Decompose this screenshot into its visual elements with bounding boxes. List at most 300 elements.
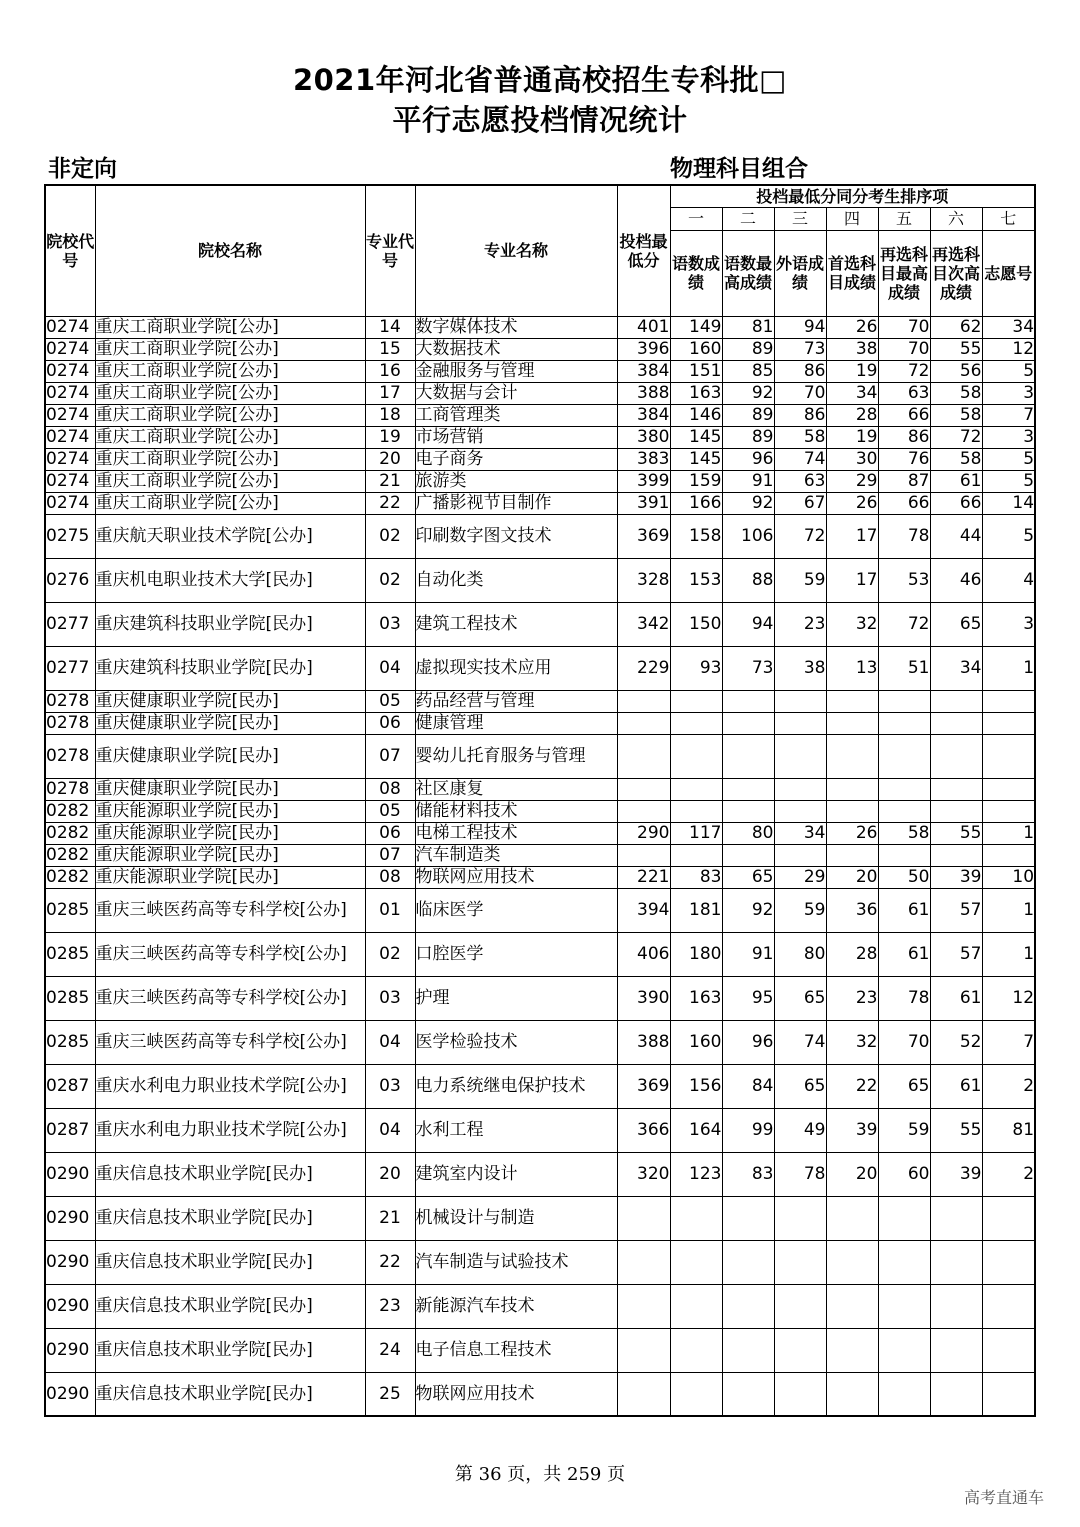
sort-7-cell: 1	[982, 646, 1035, 690]
major-name-cell: 医学检验技术	[415, 1020, 617, 1064]
header-sort-item: 志愿号	[982, 230, 1035, 316]
table-row	[45, 1020, 1035, 1064]
sort-1-cell	[670, 1284, 722, 1328]
school-name-cell: 重庆工商职业学院[公办]	[95, 338, 365, 360]
sort-7-cell	[982, 1240, 1035, 1284]
sort-5-cell: 53	[878, 558, 930, 602]
sort-2-cell: 81	[722, 316, 774, 338]
sort-3-cell: 63	[774, 470, 826, 492]
min-score-cell	[617, 690, 670, 712]
sort-4-cell: 19	[826, 426, 878, 448]
sort-4-cell	[826, 1328, 878, 1372]
major-code-cell: 08	[365, 866, 415, 888]
sort-5-cell	[878, 1284, 930, 1328]
major-name-cell: 工商管理类	[415, 404, 617, 426]
sort-4-cell: 32	[826, 602, 878, 646]
sort-2-cell	[722, 690, 774, 712]
table-row	[45, 646, 1035, 690]
major-name-cell: 自动化类	[415, 558, 617, 602]
school-name-cell: 重庆信息技术职业学院[民办]	[95, 1196, 365, 1240]
table-row	[45, 1196, 1035, 1240]
min-score-cell	[617, 1328, 670, 1372]
school-name-cell: 重庆信息技术职业学院[民办]	[95, 1284, 365, 1328]
school-name-cell: 重庆机电职业技术大学[民办]	[95, 558, 365, 602]
header-school-code: 院校代号	[45, 185, 95, 316]
sort-1-cell	[670, 800, 722, 822]
sort-4-cell	[826, 1284, 878, 1328]
sort-2-cell	[722, 844, 774, 866]
header-min-score: 投档最低分	[617, 185, 670, 316]
sort-5-cell	[878, 778, 930, 800]
sort-1-cell: 163	[670, 382, 722, 404]
table-row	[45, 1328, 1035, 1372]
header-sort-item: 语数成绩	[670, 230, 722, 316]
school-code-cell: 0290	[45, 1196, 95, 1240]
major-name-cell: 电力系统继电保护技术	[415, 1064, 617, 1108]
sort-2-cell	[722, 1284, 774, 1328]
sort-7-cell: 34	[982, 316, 1035, 338]
sort-2-cell: 91	[722, 932, 774, 976]
sort-2-cell: 99	[722, 1108, 774, 1152]
table-row	[45, 844, 1035, 866]
school-code-cell: 0282	[45, 844, 95, 866]
sort-5-cell: 70	[878, 316, 930, 338]
sort-7-cell: 3	[982, 426, 1035, 448]
min-score-cell: 399	[617, 470, 670, 492]
sort-6-cell: 58	[930, 448, 982, 470]
category-label-left: 非定向	[48, 156, 117, 182]
category-label-right: 物理科目组合	[670, 156, 808, 182]
header-sort-group: 投档最低分同分考生排序项	[670, 185, 1035, 207]
sort-6-cell: 55	[930, 338, 982, 360]
sort-3-cell: 74	[774, 448, 826, 470]
sort-2-cell: 65	[722, 866, 774, 888]
major-code-cell: 06	[365, 822, 415, 844]
sort-2-cell: 89	[722, 426, 774, 448]
sort-4-cell: 20	[826, 1152, 878, 1196]
table-row	[45, 448, 1035, 470]
min-score-cell: 396	[617, 338, 670, 360]
header-major-code: 专业代号	[365, 185, 415, 316]
school-code-cell: 0282	[45, 800, 95, 822]
major-code-cell: 25	[365, 1372, 415, 1416]
sort-5-cell	[878, 1196, 930, 1240]
school-code-cell: 0277	[45, 602, 95, 646]
sort-1-cell: 150	[670, 602, 722, 646]
table-row	[45, 382, 1035, 404]
major-code-cell: 02	[365, 514, 415, 558]
sort-5-cell: 72	[878, 602, 930, 646]
sort-5-cell: 58	[878, 822, 930, 844]
sort-5-cell: 87	[878, 470, 930, 492]
sort-4-cell: 36	[826, 888, 878, 932]
school-code-cell: 0290	[45, 1240, 95, 1284]
sort-7-cell: 1	[982, 888, 1035, 932]
school-code-cell: 0274	[45, 316, 95, 338]
sort-1-cell: 159	[670, 470, 722, 492]
major-code-cell: 03	[365, 976, 415, 1020]
sort-4-cell: 39	[826, 1108, 878, 1152]
major-code-cell: 21	[365, 1196, 415, 1240]
major-name-cell: 旅游类	[415, 470, 617, 492]
major-name-cell: 广播影视节目制作	[415, 492, 617, 514]
school-name-cell: 重庆建筑科技职业学院[民办]	[95, 602, 365, 646]
school-name-cell: 重庆三峡医药高等专科学校[公办]	[95, 932, 365, 976]
sort-4-cell: 22	[826, 1064, 878, 1108]
sort-3-cell: 78	[774, 1152, 826, 1196]
sort-6-cell: 62	[930, 316, 982, 338]
table-row	[45, 1064, 1035, 1108]
sort-3-cell: 74	[774, 1020, 826, 1064]
school-name-cell: 重庆能源职业学院[民办]	[95, 800, 365, 822]
major-name-cell: 婴幼儿托育服务与管理	[415, 734, 617, 778]
min-score-cell: 388	[617, 1020, 670, 1064]
sort-7-cell: 5	[982, 360, 1035, 382]
table-row	[45, 1240, 1035, 1284]
sort-5-cell: 66	[878, 404, 930, 426]
major-code-cell: 04	[365, 1020, 415, 1064]
header-order: 六	[930, 207, 982, 230]
major-code-cell: 04	[365, 646, 415, 690]
sort-2-cell: 83	[722, 1152, 774, 1196]
school-name-cell: 重庆工商职业学院[公办]	[95, 426, 365, 448]
major-name-cell: 社区康复	[415, 778, 617, 800]
table-row	[45, 734, 1035, 778]
sort-1-cell	[670, 1196, 722, 1240]
header-order: 二	[722, 207, 774, 230]
sort-3-cell: 65	[774, 976, 826, 1020]
min-score-cell	[617, 1196, 670, 1240]
sort-4-cell	[826, 1240, 878, 1284]
sort-4-cell: 23	[826, 976, 878, 1020]
sort-1-cell	[670, 844, 722, 866]
sort-4-cell: 26	[826, 492, 878, 514]
major-name-cell: 建筑室内设计	[415, 1152, 617, 1196]
sort-4-cell: 17	[826, 514, 878, 558]
school-code-cell: 0290	[45, 1328, 95, 1372]
major-code-cell: 17	[365, 382, 415, 404]
school-code-cell: 0274	[45, 448, 95, 470]
sort-3-cell	[774, 734, 826, 778]
sort-3-cell: 80	[774, 932, 826, 976]
sort-1-cell: 160	[670, 1020, 722, 1064]
sort-2-cell: 95	[722, 976, 774, 1020]
major-code-cell: 19	[365, 426, 415, 448]
sort-3-cell	[774, 1196, 826, 1240]
major-name-cell: 汽车制造类	[415, 844, 617, 866]
sort-1-cell: 117	[670, 822, 722, 844]
major-code-cell: 21	[365, 470, 415, 492]
table-row	[45, 1152, 1035, 1196]
sort-7-cell: 5	[982, 514, 1035, 558]
school-code-cell: 0285	[45, 888, 95, 932]
table-row	[45, 316, 1035, 338]
table-row	[45, 404, 1035, 426]
major-code-cell: 16	[365, 360, 415, 382]
table-row	[45, 338, 1035, 360]
major-code-cell: 20	[365, 448, 415, 470]
table-row	[45, 800, 1035, 822]
school-name-cell: 重庆三峡医药高等专科学校[公办]	[95, 1020, 365, 1064]
sort-1-cell	[670, 1328, 722, 1372]
sort-3-cell: 59	[774, 888, 826, 932]
sort-2-cell: 89	[722, 404, 774, 426]
sort-3-cell	[774, 1328, 826, 1372]
major-name-cell: 数字媒体技术	[415, 316, 617, 338]
sort-3-cell	[774, 844, 826, 866]
min-score-cell: 380	[617, 426, 670, 448]
header-sort-item: 首选科目成绩	[826, 230, 878, 316]
school-code-cell: 0275	[45, 514, 95, 558]
header-order: 四	[826, 207, 878, 230]
sort-3-cell	[774, 712, 826, 734]
major-code-cell: 20	[365, 1152, 415, 1196]
header-sort-item: 外语成绩	[774, 230, 826, 316]
major-name-cell: 金融服务与管理	[415, 360, 617, 382]
table-row	[45, 470, 1035, 492]
sort-1-cell: 149	[670, 316, 722, 338]
sort-6-cell	[930, 690, 982, 712]
school-code-cell: 0278	[45, 712, 95, 734]
school-code-cell: 0276	[45, 558, 95, 602]
sort-7-cell: 14	[982, 492, 1035, 514]
school-code-cell: 0277	[45, 646, 95, 690]
school-name-cell: 重庆健康职业学院[民办]	[95, 778, 365, 800]
sort-3-cell: 49	[774, 1108, 826, 1152]
min-score-cell: 328	[617, 558, 670, 602]
sort-5-cell: 78	[878, 976, 930, 1020]
sort-2-cell: 92	[722, 492, 774, 514]
sort-4-cell	[826, 1372, 878, 1416]
sort-7-cell: 3	[982, 602, 1035, 646]
table-row	[45, 514, 1035, 558]
min-score-cell	[617, 712, 670, 734]
sort-6-cell: 46	[930, 558, 982, 602]
major-code-cell: 14	[365, 316, 415, 338]
school-name-cell: 重庆工商职业学院[公办]	[95, 492, 365, 514]
sort-2-cell	[722, 1372, 774, 1416]
sort-5-cell: 61	[878, 932, 930, 976]
sort-1-cell	[670, 712, 722, 734]
major-name-cell: 市场营销	[415, 426, 617, 448]
min-score-cell: 229	[617, 646, 670, 690]
min-score-cell: 369	[617, 1064, 670, 1108]
sort-6-cell	[930, 1196, 982, 1240]
school-name-cell: 重庆健康职业学院[民办]	[95, 734, 365, 778]
sort-1-cell: 181	[670, 888, 722, 932]
sort-2-cell: 73	[722, 646, 774, 690]
sort-6-cell	[930, 734, 982, 778]
sort-7-cell	[982, 1284, 1035, 1328]
table-row	[45, 426, 1035, 448]
sort-7-cell	[982, 844, 1035, 866]
major-code-cell: 05	[365, 690, 415, 712]
sort-6-cell: 61	[930, 976, 982, 1020]
header-order: 五	[878, 207, 930, 230]
sort-6-cell: 61	[930, 470, 982, 492]
sort-4-cell	[826, 844, 878, 866]
sort-3-cell	[774, 1240, 826, 1284]
major-name-cell: 电子信息工程技术	[415, 1328, 617, 1372]
school-name-cell: 重庆能源职业学院[民办]	[95, 866, 365, 888]
sort-2-cell	[722, 778, 774, 800]
sort-4-cell: 17	[826, 558, 878, 602]
school-code-cell: 0282	[45, 866, 95, 888]
major-code-cell: 05	[365, 800, 415, 822]
sort-7-cell	[982, 1372, 1035, 1416]
sort-6-cell: 57	[930, 932, 982, 976]
school-code-cell: 0278	[45, 734, 95, 778]
min-score-cell: 391	[617, 492, 670, 514]
sort-6-cell: 61	[930, 1064, 982, 1108]
school-name-cell: 重庆信息技术职业学院[民办]	[95, 1372, 365, 1416]
school-code-cell: 0274	[45, 492, 95, 514]
page-title-line2: 平行志愿投档情况统计	[392, 103, 688, 137]
sort-4-cell	[826, 712, 878, 734]
table-row	[45, 1284, 1035, 1328]
major-name-cell: 大数据技术	[415, 338, 617, 360]
school-name-cell: 重庆工商职业学院[公办]	[95, 404, 365, 426]
school-code-cell: 0285	[45, 1020, 95, 1064]
sort-3-cell: 86	[774, 404, 826, 426]
major-name-cell: 口腔医学	[415, 932, 617, 976]
sort-3-cell: 86	[774, 360, 826, 382]
sort-1-cell: 153	[670, 558, 722, 602]
major-code-cell: 02	[365, 558, 415, 602]
table-row	[45, 778, 1035, 800]
sort-5-cell: 51	[878, 646, 930, 690]
min-score-cell	[617, 1284, 670, 1328]
min-score-cell	[617, 778, 670, 800]
sort-5-cell: 66	[878, 492, 930, 514]
min-score-cell: 390	[617, 976, 670, 1020]
major-name-cell: 临床医学	[415, 888, 617, 932]
sort-4-cell: 26	[826, 316, 878, 338]
sort-1-cell: 156	[670, 1064, 722, 1108]
sort-3-cell: 58	[774, 426, 826, 448]
sort-5-cell	[878, 800, 930, 822]
min-score-cell: 384	[617, 360, 670, 382]
sort-1-cell: 164	[670, 1108, 722, 1152]
school-code-cell: 0274	[45, 382, 95, 404]
min-score-cell: 406	[617, 932, 670, 976]
sort-7-cell: 2	[982, 1152, 1035, 1196]
min-score-cell	[617, 800, 670, 822]
major-code-cell: 08	[365, 778, 415, 800]
sort-5-cell	[878, 1328, 930, 1372]
school-code-cell: 0290	[45, 1284, 95, 1328]
school-name-cell: 重庆健康职业学院[民办]	[95, 690, 365, 712]
sort-4-cell: 29	[826, 470, 878, 492]
sort-4-cell: 34	[826, 382, 878, 404]
sort-5-cell: 50	[878, 866, 930, 888]
school-code-cell: 0274	[45, 338, 95, 360]
sort-4-cell: 13	[826, 646, 878, 690]
admission-table	[44, 184, 1036, 1417]
school-name-cell: 重庆工商职业学院[公办]	[95, 382, 365, 404]
sort-3-cell: 72	[774, 514, 826, 558]
major-code-cell: 03	[365, 1064, 415, 1108]
major-name-cell: 水利工程	[415, 1108, 617, 1152]
sort-2-cell	[722, 1328, 774, 1372]
major-code-cell: 15	[365, 338, 415, 360]
sort-5-cell: 72	[878, 360, 930, 382]
major-code-cell: 02	[365, 932, 415, 976]
sort-6-cell: 56	[930, 360, 982, 382]
sort-6-cell	[930, 1372, 982, 1416]
header-order: 一	[670, 207, 722, 230]
sort-3-cell: 38	[774, 646, 826, 690]
school-code-cell: 0278	[45, 690, 95, 712]
sort-6-cell	[930, 1328, 982, 1372]
school-code-cell: 0290	[45, 1372, 95, 1416]
table-row	[45, 866, 1035, 888]
sort-3-cell: 34	[774, 822, 826, 844]
major-name-cell: 物联网应用技术	[415, 866, 617, 888]
school-name-cell: 重庆工商职业学院[公办]	[95, 470, 365, 492]
sort-2-cell	[722, 800, 774, 822]
sort-4-cell: 32	[826, 1020, 878, 1064]
sort-5-cell	[878, 712, 930, 734]
school-code-cell: 0285	[45, 932, 95, 976]
table-row	[45, 1372, 1035, 1416]
school-name-cell: 重庆工商职业学院[公办]	[95, 360, 365, 382]
table-row	[45, 976, 1035, 1020]
sort-3-cell	[774, 778, 826, 800]
sort-2-cell: 92	[722, 382, 774, 404]
school-name-cell: 重庆能源职业学院[民办]	[95, 844, 365, 866]
sort-1-cell: 145	[670, 448, 722, 470]
table-row	[45, 360, 1035, 382]
sort-6-cell: 39	[930, 866, 982, 888]
sort-7-cell: 5	[982, 448, 1035, 470]
min-score-cell: 290	[617, 822, 670, 844]
sort-2-cell: 96	[722, 448, 774, 470]
major-name-cell: 新能源汽车技术	[415, 1284, 617, 1328]
sort-6-cell: 44	[930, 514, 982, 558]
sort-1-cell: 145	[670, 426, 722, 448]
sort-6-cell	[930, 778, 982, 800]
sort-6-cell: 65	[930, 602, 982, 646]
school-code-cell: 0287	[45, 1108, 95, 1152]
sort-5-cell: 61	[878, 888, 930, 932]
sort-7-cell	[982, 712, 1035, 734]
sort-7-cell: 10	[982, 866, 1035, 888]
min-score-cell: 388	[617, 382, 670, 404]
min-score-cell: 369	[617, 514, 670, 558]
major-code-cell: 07	[365, 844, 415, 866]
sort-7-cell	[982, 1328, 1035, 1372]
sort-7-cell: 12	[982, 338, 1035, 360]
min-score-cell: 320	[617, 1152, 670, 1196]
sort-6-cell	[930, 800, 982, 822]
header-order: 三	[774, 207, 826, 230]
sort-3-cell	[774, 800, 826, 822]
major-name-cell: 大数据与会计	[415, 382, 617, 404]
watermark: 高考直通车	[964, 1488, 1045, 1507]
school-name-cell: 重庆水利电力职业技术学院[公办]	[95, 1108, 365, 1152]
school-name-cell: 重庆建筑科技职业学院[民办]	[95, 646, 365, 690]
sort-1-cell: 158	[670, 514, 722, 558]
sort-5-cell	[878, 734, 930, 778]
sort-6-cell	[930, 1240, 982, 1284]
sort-2-cell	[722, 712, 774, 734]
school-name-cell: 重庆三峡医药高等专科学校[公办]	[95, 888, 365, 932]
major-name-cell: 健康管理	[415, 712, 617, 734]
min-score-cell	[617, 844, 670, 866]
min-score-cell	[617, 1372, 670, 1416]
sort-3-cell	[774, 1284, 826, 1328]
